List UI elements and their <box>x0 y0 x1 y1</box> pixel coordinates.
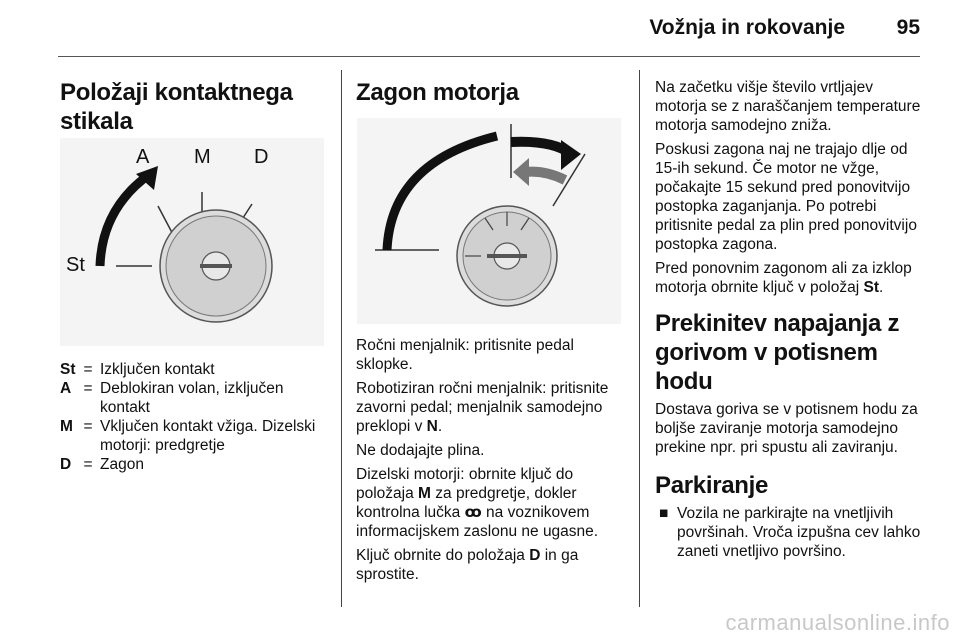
legend-row-a <box>60 379 330 417</box>
text-segment: Robotiziran ročni menjalnik: pritisnite zavorni pedal; menjalnik samodejno preklopi v <box>356 380 609 435</box>
legend-key: D <box>60 456 72 473</box>
legend-value: Izključen kontakt <box>100 361 215 378</box>
legend-equals: = <box>83 380 93 397</box>
text-segment: Ključ obrnite do položaja <box>356 547 530 564</box>
page-number: 95 <box>896 16 920 39</box>
section-heading-parking: Parkiranje <box>655 472 769 499</box>
ignition-switch-figure <box>60 138 324 346</box>
left-column <box>60 78 330 136</box>
paragraph-fuel-cutoff: Dostava goriva se v potisnem hodu za boljše zaviranje motorja samodejno prekine npr. pri spustu ali zaviranju. <box>655 401 918 456</box>
position-label-m: M <box>194 146 211 168</box>
middle-column <box>356 78 628 107</box>
paragraph-manual-gearbox: Ročni menjalnik: pritisnite pedal sklopke. <box>356 337 574 373</box>
paragraph-start-attempts: Poskusi zagona naj ne trajajo dlje od 15-ih sekund. Če motor ne vžge, počakajte 15 sekund pred ponovitvijo postopka zaganjanja. Po potrebi pritisnite pedal za plin pred ponovitvijo postopka zagona. <box>655 141 917 253</box>
watermark: carmanualsonline.info <box>725 610 950 635</box>
section-heading-fuel-cutoff: Prekinitev napajanja z gorivom v potisnem hodu <box>655 310 900 395</box>
bullet-text: Vozila ne parkirajte na vnetljivih površinah. Vroča izpušna cev lahko zaneti vnetljivo površino. <box>677 505 921 560</box>
right-column <box>655 78 923 561</box>
legend-value: Zagon <box>100 456 144 473</box>
column-divider-left <box>341 70 342 607</box>
section-heading-engine-start: Zagon motorja <box>356 79 519 106</box>
bullet-icon: ■ <box>659 505 669 522</box>
paragraph-idle-speed: Na začetku višje število vrtljajev motorja se z naraščanjem temperature motorja samodejno zniža. <box>655 79 921 134</box>
legend-equals: = <box>83 456 93 473</box>
legend-value: Vključen kontakt vžiga. Dizelski motorji: predgretje <box>100 418 316 454</box>
text-segment: in ga sprostite. <box>356 547 579 583</box>
legend-key: St <box>60 361 76 378</box>
position-m-label: M <box>418 485 431 502</box>
header-divider <box>58 56 920 57</box>
paragraph-diesel-preheat <box>356 465 628 541</box>
text-segment: . <box>437 418 443 435</box>
position-d-label: D <box>529 547 541 564</box>
text-segment: Dizelski motorji: obrnite ključ do položaja <box>356 466 574 502</box>
legend-key: A <box>60 380 72 397</box>
middle-column-body <box>356 336 628 589</box>
legend-equals: = <box>83 361 93 378</box>
position-label-a: A <box>136 146 150 168</box>
text-segment: za predgretje, dokler kontrolna lučka <box>356 485 577 521</box>
section-heading-ignition-positions: Položaji kontaktnega stikala <box>60 79 293 135</box>
paragraph-no-throttle: Ne dodajajte plina. <box>356 442 485 459</box>
text-segment: . <box>879 279 884 296</box>
running-header-title: Vožnja in rokovanje <box>649 16 845 39</box>
list-item <box>655 504 923 561</box>
legend-row-st <box>60 360 330 379</box>
legend-value: Deblokiran volan, izključen kontakt <box>100 380 284 416</box>
legend-equals: = <box>83 418 93 435</box>
gear-neutral-label: N <box>426 418 438 435</box>
paragraph-turn-key <box>356 546 628 584</box>
legend-row-m <box>60 417 330 455</box>
paragraph-restart <box>655 259 923 297</box>
position-label-st: St <box>66 254 85 276</box>
engine-start-illustration <box>357 118 621 324</box>
legend-key: M <box>60 418 73 435</box>
glow-plug-icon: ꝏ <box>464 504 482 521</box>
position-st-label: St <box>863 279 879 296</box>
legend-row-d <box>60 455 330 474</box>
legend-list <box>60 360 330 474</box>
ignition-switch-illustration <box>60 138 324 346</box>
text-segment: na voznikovem informacijskem zaslonu ne ugasne. <box>356 504 599 540</box>
paragraph-robotized-gearbox <box>356 379 628 436</box>
engine-start-figure <box>357 118 621 324</box>
text-segment: Pred ponovnim zagonom ali za izklop motorja obrnite ključ v položaj <box>655 260 912 296</box>
position-label-d: D <box>254 146 269 168</box>
column-divider-right <box>639 70 640 607</box>
